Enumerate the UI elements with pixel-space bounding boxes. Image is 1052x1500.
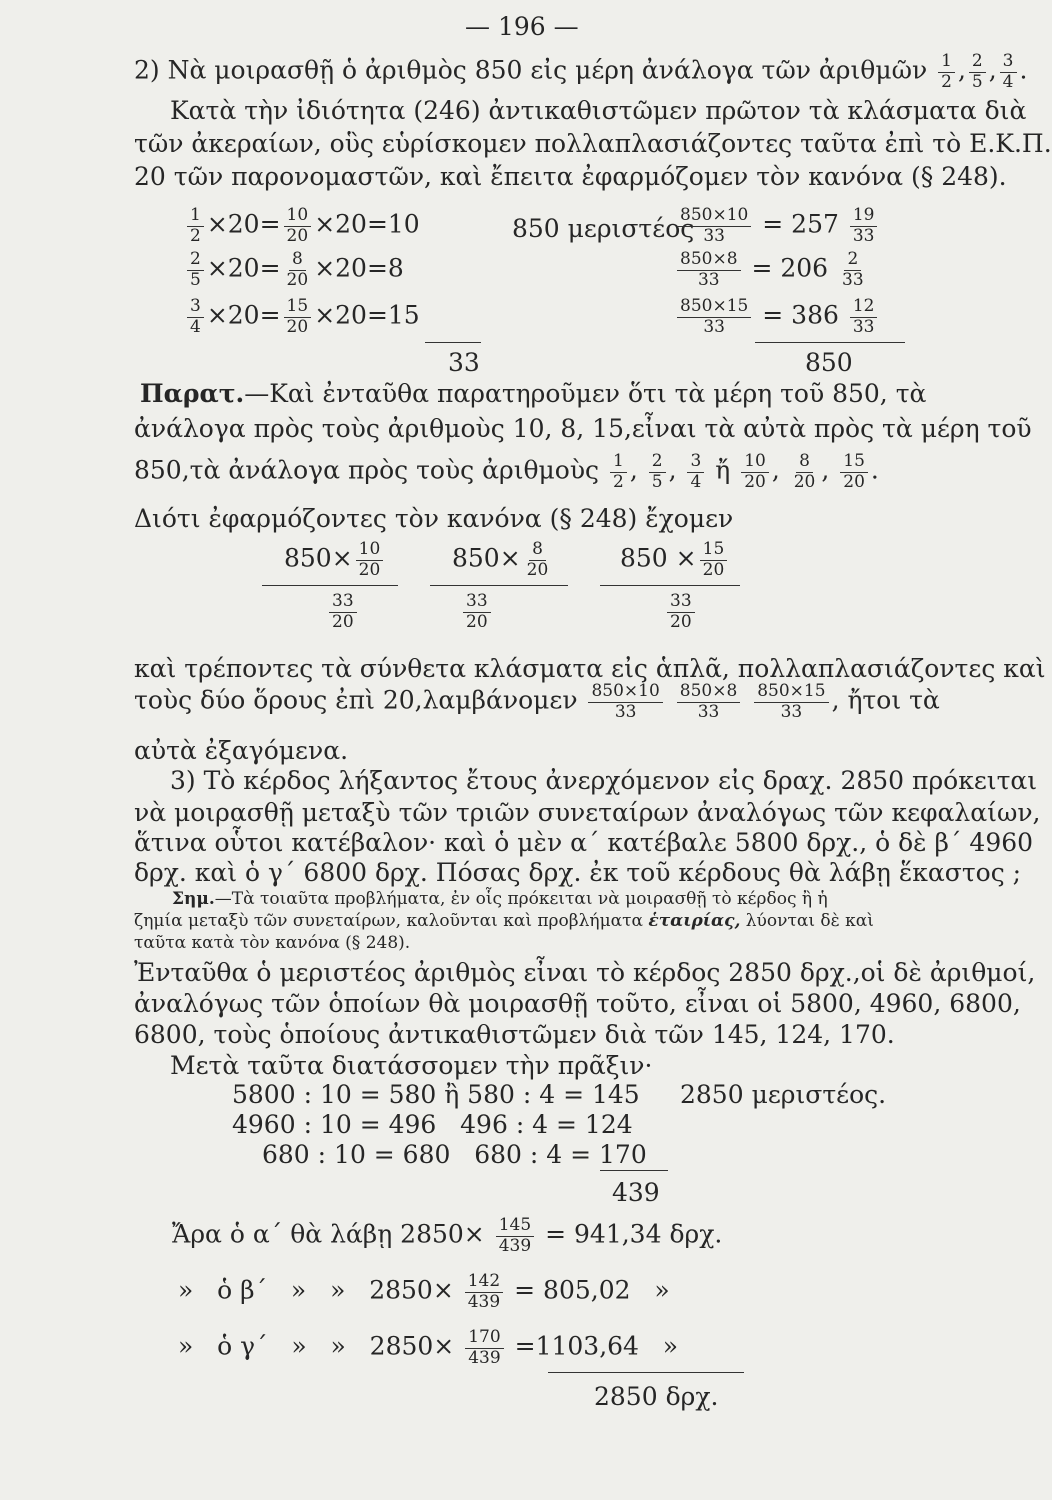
- solution-line3: 6800, τοὺς ὁποίους ἀντικαθιστῶμεν διὰ τῶν 145, 124, 170.: [134, 1020, 895, 1049]
- solution-line2: ἀναλόγως τῶν ὁποίων θὰ μοιρασθῇ τοῦτο, εἶναι οἱ 5800, 4960, 6800,: [134, 989, 1021, 1018]
- calc-line-1: 5800 : 10 = 580 ἢ 580 : 4 = 145: [232, 1080, 640, 1109]
- problem2-lead: 2) Νὰ μοιρασθῇ ὁ ἀριθμὸς 850 εἰς μέρη ἀνάλογα τῶν ἀριθμῶν: [134, 55, 928, 85]
- fraction: $\frac{3}{4}$: [1000, 52, 1017, 92]
- fraction: $\frac{1}{2}$: [938, 52, 955, 92]
- remark-line3: 850,τὰ ἀνάλογα πρὸς τοὺς ἀριθμοὺς $\frac{1}{2}$ , $\frac{2}{5}$ , $\frac{3}{4}$ ἤ $\frac{10}{20}$ , $\frac{8}{20}$ , $\frac{15}{20}$ .: [134, 451, 879, 492]
- calc-row-1-right: $\frac{850\times 10}{33}$ = 257 $\frac{19}{33}$: [674, 206, 880, 246]
- problem2-line2: Κατὰ τὴν ἰδιότητα (246) ἀντικαθιστῶμεν πρῶτον τὰ κλάσματα διὰ: [170, 96, 1027, 125]
- problem2-line4: 20 τῶν παρονομαστῶν, καὶ ἔπειτα ἐφαρμόζομεν τὸν κανόνα (§ 248).: [134, 162, 1007, 191]
- calc-rule: [600, 1170, 668, 1171]
- remark-line1: Παρατ.—Καὶ ἐνταῦθα παρατηροῦμεν ὅτι τὰ μέρη τοῦ 850, τὰ: [140, 379, 927, 408]
- share-row-3: » ὁ γ΄ » » 2850× $\frac{170}{439}$ =1103,64 »: [178, 1327, 679, 1368]
- problem3-line1: 3) Τὸ κέρδος λήξαντος ἔτους ἀνερχόμενον εἰς δραχ. 2850 πρόκειται: [170, 766, 1038, 795]
- sum-33: 33: [448, 348, 480, 377]
- divisor-label: 850 μεριστέος: [512, 214, 695, 243]
- compound-1-bottom: $\frac{33}{20}$: [326, 592, 360, 632]
- calc-row-1-left: $\frac{1}{2}$ ×20= $\frac{10}{20}$ ×20=10: [184, 206, 420, 246]
- calc-line-2: 4960 : 10 = 496 496 : 4 = 124: [232, 1110, 633, 1139]
- page-number: — 196 —: [465, 12, 579, 41]
- share-row-1: Ἄρα ὁ α΄ θὰ λάβῃ 2850× $\frac{145}{439}$ = 941,34 δρχ.: [172, 1215, 723, 1256]
- calc-row-3-right: $\frac{850\times 15}{33}$ = 386 $\frac{12}{33}$: [674, 297, 880, 337]
- total-rule: [548, 1372, 744, 1373]
- problem2-statement: 2) Νὰ μοιρασθῇ ὁ ἀριθμὸς 850 εἰς μέρη ἀνάλογα τῶν ἀριθμῶν $\frac{1}{2}$ , $\frac{2}{5}$ , $\frac{3}{4}$ .: [134, 51, 1028, 92]
- calc-row-2-right: $\frac{850\times 8}{33}$ = 206 $\frac{2}{33}$: [674, 250, 870, 290]
- problem3-line3: ἅτινα οὗτοι κατέβαλον· καὶ ὁ μὲν α΄ κατέβαλε 5800 δρχ., ὁ δὲ β΄ 4960: [134, 828, 1034, 857]
- compound-2: 850× $\frac{8}{20}$: [452, 539, 549, 580]
- note-label: Σημ.: [172, 889, 215, 909]
- remark-label: Παρατ.: [140, 379, 245, 408]
- problem3-line4: δρχ. καὶ ὁ γ΄ 6800 δρχ. Πόσας δρχ. ἐκ τοῦ κέρδους θὰ λάβῃ ἕκαστος ;: [134, 858, 1022, 887]
- sum-rule-left: [425, 342, 481, 343]
- solution-line4: Μετὰ ταῦτα διατάσσομεν τὴν πρᾶξιν·: [170, 1051, 653, 1080]
- remark-line6: τοὺς δύο ὅρους ἐπὶ 20,λαμβάνομεν $\frac{850\times 10}{33}$ $\frac{850\times 8}{33}$ $\frac{850\times 15}{33}$ , ἤτοι τὰ: [134, 681, 940, 722]
- compound-2-bottom: $\frac{33}{20}$: [460, 592, 494, 632]
- compound-1: 850× $\frac{10}{20}$: [284, 540, 386, 580]
- sum-850: 850: [805, 348, 853, 377]
- share-row-2: » ὁ β΄ » » 2850× $\frac{142}{439}$ = 805,02 »: [178, 1271, 670, 1312]
- calc-line-3: 680 : 10 = 680 680 : 4 = 170: [262, 1140, 647, 1169]
- fraction: $\frac{2}{5}$: [969, 52, 986, 92]
- calc-note: 2850 μεριστέος.: [680, 1080, 887, 1109]
- note-line3: ταῦτα κατὰ τὸν κανόνα (§ 248).: [134, 933, 411, 953]
- compound-rule: [430, 585, 568, 586]
- note-line2: ζημία μεταξὺ τῶν συνεταίρων, καλοῦνται καὶ προβλήματα ἑταιρίας, λύονται δὲ καὶ: [134, 911, 874, 931]
- solution-line1: Ἐνταῦθα ὁ μεριστέος ἀριθμὸς εἶναι τὸ κέρδος 2850 δρχ.,οἱ δὲ ἀριθμοί,: [134, 958, 1036, 987]
- calc-sum: 439: [612, 1178, 660, 1207]
- compound-rule: [262, 585, 398, 586]
- compound-rule: [600, 585, 740, 586]
- compound-3: 850 × $\frac{15}{20}$: [620, 540, 730, 580]
- total: 2850 δρχ.: [594, 1382, 719, 1411]
- remark-line2: ἀνάλογα πρὸς τοὺς ἀριθμοὺς 10, 8, 15,εἶναι τὰ αὐτὰ πρὸς τὰ μέρη τοῦ: [134, 414, 1032, 443]
- note-line1: Σημ.—Τὰ τοιαῦτα προβλήματα, ἐν οἷς πρόκειται νὰ μοιρασθῇ τὸ κέρδος ἢ ἡ: [172, 889, 828, 909]
- remark-line4: Διότι ἐφαρμόζοντες τὸν κανόνα (§ 248) ἔχομεν: [134, 504, 734, 533]
- remark-line7: αὐτὰ ἐξαγόμενα.: [134, 736, 349, 765]
- problem3-line2: νὰ μοιρασθῇ μεταξὺ τῶν τριῶν συνεταίρων ἀναλόγως τῶν κεφαλαίων,: [134, 798, 1041, 827]
- calc-row-2-left: $\frac{2}{5}$ ×20= $\frac{8}{20}$ ×20=8: [184, 250, 404, 290]
- remark-line5: καὶ τρέποντες τὰ σύνθετα κλάσματα εἰς ἁπλᾶ, πολλαπλασιάζοντες καὶ: [134, 654, 1046, 683]
- compound-3-bottom: $\frac{33}{20}$: [664, 592, 698, 632]
- problem2-line3: τῶν ἀκεραίων, οὓς εὑρίσκομεν πολλαπλασιάζοντες ταῦτα ἐπὶ τὸ Ε.Κ.Π.: [134, 129, 1052, 158]
- sum-rule-right: [755, 342, 905, 343]
- calc-row-3-left: $\frac{3}{4}$ ×20= $\frac{15}{20}$ ×20=15: [184, 297, 420, 337]
